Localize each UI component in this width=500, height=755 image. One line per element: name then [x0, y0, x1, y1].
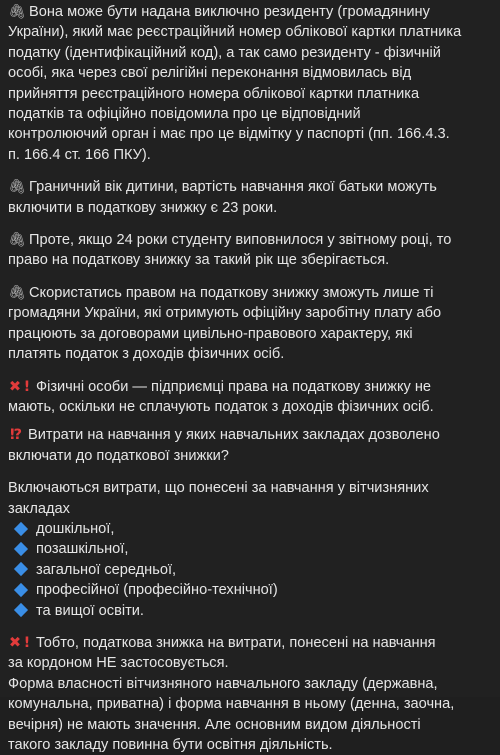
text-line: закладах	[8, 500, 70, 517]
interrobang-icon: ⁉	[9, 426, 23, 444]
list-item: професійної (професійно-технічної)	[8, 580, 492, 600]
paperclip-icon: 🖇	[8, 284, 26, 301]
paragraph-age-24	[8, 230, 492, 271]
exclamation-icon: !	[23, 633, 31, 651]
blue-diamond-icon	[14, 562, 28, 576]
text-line: мають, оскільки не сплачують податок з доходів фізичних осіб.	[8, 398, 434, 415]
text-line: Тобто, податкова знижка на витрати, понесені на навчання	[36, 634, 436, 651]
text-line: громадяни України, які отримують офіційну заробітну плату або	[8, 305, 442, 322]
text-line: Форма власності вітчизняного навчального закладу (державна,	[8, 675, 438, 692]
text-line: Проте, якщо 24 роки студенту виповнилося у звітному році, то	[29, 232, 452, 249]
cross-icon: ✖	[8, 377, 22, 395]
text-line: прийняття реєстраційного номера облікової картки платника	[8, 85, 420, 102]
cross-icon: ✖	[8, 633, 22, 651]
list-item: дошкільної,	[8, 519, 492, 539]
list-item: та вищої освіти.	[8, 601, 492, 621]
text-line: податку (ідентифікаційний код), а так само резиденту - фізичній	[8, 44, 441, 61]
text-line: Фізичні особи — підприємці права на податкову знижку не	[36, 378, 432, 395]
paragraph-age-limit	[8, 177, 492, 218]
text-line: Включаються витрати, що понесені за навчання у вітчизняних	[8, 480, 429, 497]
paragraph-entrepreneurs	[8, 377, 492, 418]
text-line: вечірня) не мають значення. Але основним видом діяльності	[8, 716, 421, 733]
text-line: податків та офіційно повідомила про це відповідний	[8, 106, 361, 123]
paragraph-abroad	[8, 633, 492, 755]
blue-diamond-icon	[14, 522, 28, 536]
text-line: такого закладу повинна бути освітня діяльність.	[8, 737, 333, 753]
text-line: працюють за договорами цивільно-правового характеру, які	[8, 325, 413, 342]
blue-diamond-icon	[14, 583, 28, 597]
paragraph-eligibility	[8, 283, 492, 365]
list-item: позашкільної,	[8, 539, 492, 559]
text-line: України), який має реєстраційний номер облікової картки платника	[8, 24, 462, 41]
blue-diamond-icon	[14, 542, 28, 556]
text-line: Скористатись правом на податкову знижку зможуть лише ті	[29, 284, 434, 301]
paperclip-icon: 🖇	[8, 232, 26, 249]
text-line: Граничний вік дитини, вартість навчання якої батьки можуть	[29, 179, 437, 196]
paragraph-list-intro	[8, 478, 492, 519]
paragraph-residency	[8, 0, 492, 165]
list-item: загальної середньої,	[8, 560, 492, 580]
text-line: платять податок з доходів фізичних осіб.	[8, 346, 285, 363]
exclamation-icon: !	[23, 377, 31, 395]
text-line: право на податкову знижку за такий рік ще зберігається.	[8, 252, 390, 269]
paperclip-icon: 🖇	[8, 179, 26, 196]
education-list	[8, 519, 492, 621]
text-line: включати до податкової знижки?	[8, 447, 229, 464]
text-line: Вона може бути надана виключно резиденту (громадянину	[29, 4, 430, 20]
text-line: п. 166.4 ст. 166 ПКУ).	[8, 146, 151, 163]
text-line: включити в податкову знижку є 23 роки.	[8, 199, 278, 216]
text-line: за кордоном НЕ застосовується.	[8, 655, 229, 672]
blue-diamond-icon	[14, 603, 28, 617]
paragraph-question	[8, 425, 492, 466]
text-line: особі, яка через свої релігійні переконання відмовилась від	[8, 65, 412, 82]
text-line: комунальна, приватна) і форма навчання в ньому (денна, заочна,	[8, 696, 455, 713]
text-line: контролюючий орган і має про це відмітку у паспорті (пп. 166.4.3.	[8, 126, 450, 143]
text-line: Витрати на навчання у яких навчальних закладах дозволено	[28, 427, 440, 444]
paperclip-icon: 🖇	[8, 4, 26, 20]
